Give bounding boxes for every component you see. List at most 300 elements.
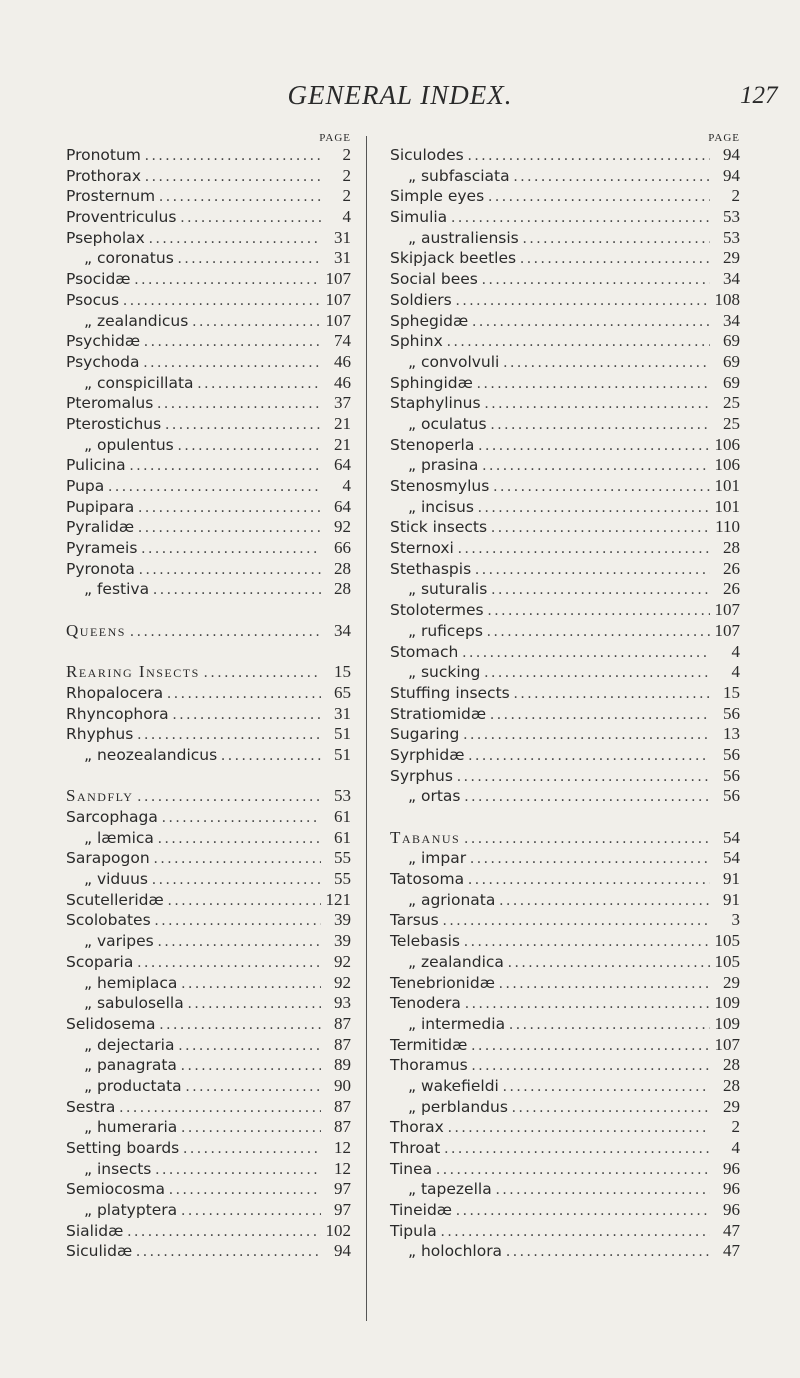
index-page-ref: 91: [723, 869, 740, 889]
index-page-ref: 34: [723, 269, 740, 289]
index-page-ref: 55: [334, 848, 351, 868]
index-entry: [66, 352, 351, 373]
index-page-ref: 39: [334, 910, 351, 930]
index-entry: [66, 993, 351, 1014]
index-entry: [66, 331, 351, 352]
index-page-ref: 101: [714, 476, 740, 495]
index-entry: [390, 1014, 740, 1035]
index-entry: [66, 393, 351, 414]
dot-leader: [159, 187, 321, 208]
dot-leader: [137, 953, 321, 974]
dot-leader: [180, 208, 321, 229]
dot-leader: [136, 1242, 321, 1263]
index-page-ref: 13: [723, 724, 740, 744]
index-entry: [66, 890, 351, 911]
index-page-ref: 28: [334, 579, 351, 599]
dot-leader: [119, 1098, 321, 1119]
index-entry: [66, 414, 351, 435]
index-page-ref: 12: [334, 1138, 351, 1157]
index-term: Sphinx: [390, 332, 443, 351]
dot-leader: [173, 705, 321, 726]
index-page-ref: 31: [334, 227, 351, 247]
dot-leader: [471, 1036, 710, 1057]
index-term: Syrphidæ: [390, 745, 465, 764]
index-page-ref: 69: [723, 372, 740, 392]
index-page-ref: 2: [342, 145, 351, 164]
index-term: „ suturalis: [408, 580, 488, 599]
index-term: Sestra: [66, 1097, 116, 1116]
index-page-ref: 65: [334, 682, 351, 702]
index-entry: [390, 621, 740, 642]
index-page-ref: 28: [334, 558, 351, 578]
index-term: Stick insects: [390, 518, 488, 537]
dot-leader: [153, 580, 321, 601]
index-entry: [390, 1076, 740, 1097]
dot-leader: [465, 994, 710, 1015]
dot-leader: [443, 911, 710, 932]
index-term: „ zealandicus: [84, 311, 189, 330]
index-page-ref: 56: [723, 744, 740, 764]
index-page-ref: 25: [723, 413, 740, 433]
index-term: „ incisus: [408, 497, 474, 516]
index-term: Syrphus: [390, 766, 453, 785]
index-term: „ convolvuli: [408, 352, 500, 371]
index-entry: [390, 435, 740, 456]
dot-leader: [508, 953, 710, 974]
index-page-ref: 34: [723, 310, 740, 330]
index-entry: [390, 973, 740, 994]
index-entry: [66, 931, 351, 952]
index-page-ref: 101: [714, 496, 740, 516]
index-page-ref: 54: [723, 848, 740, 868]
index-term: „ impar: [408, 849, 467, 868]
index-entry: [390, 1035, 740, 1056]
index-entry: [66, 786, 351, 807]
index-page-ref: 12: [334, 1158, 351, 1178]
dot-leader: [514, 167, 710, 188]
index-entry: [66, 145, 351, 166]
index-entry: [390, 766, 740, 787]
index-entry: [66, 828, 351, 849]
index-page-ref: 25: [723, 393, 740, 413]
index-page-ref: 2: [342, 186, 351, 206]
index-term: Sternoxi: [390, 539, 454, 558]
index-page-ref: 37: [334, 393, 351, 413]
index-entry: [66, 1200, 351, 1221]
index-entry: [66, 269, 351, 290]
index-entry: [66, 476, 351, 497]
index-term: „ wakefieldi: [408, 1076, 499, 1095]
index-term: Scutelleridæ: [66, 890, 164, 909]
index-entry: [66, 1117, 351, 1138]
dot-leader: [135, 270, 321, 291]
index-page-ref: 87: [334, 1034, 351, 1054]
index-page-ref: 106: [714, 434, 740, 454]
index-page-ref: 61: [334, 827, 351, 847]
index-entry: [66, 373, 351, 394]
index-page-ref: 2: [731, 186, 740, 206]
index-term: Pterostichus: [66, 414, 162, 433]
index-entry: [390, 207, 740, 228]
index-entry: [66, 435, 351, 456]
dot-leader: [509, 1015, 710, 1036]
dot-leader: [488, 187, 710, 208]
dot-leader: [514, 684, 710, 705]
index-entry: [390, 414, 740, 435]
index-term: Social bees: [390, 270, 478, 289]
index-entry: [66, 207, 351, 228]
index-page-ref: 93: [334, 993, 351, 1013]
index-term: „ insects: [84, 1159, 152, 1178]
dot-leader: [506, 1242, 710, 1263]
index-term: Stethaspis: [390, 559, 472, 578]
index-page-ref: 107: [714, 1034, 740, 1054]
index-page-ref: 107: [325, 310, 351, 330]
dot-leader: [491, 518, 710, 539]
dot-leader: [145, 167, 321, 188]
index-term: „ prasina: [408, 456, 479, 475]
index-term: „ sucking: [408, 663, 481, 682]
index-entry: [390, 910, 740, 931]
dot-leader: [138, 518, 321, 539]
index-term: „ subfasciata: [408, 166, 510, 185]
dot-leader: [503, 353, 710, 374]
dot-leader: [470, 849, 710, 870]
index-term: „ neozealandicus: [84, 745, 218, 764]
index-page-ref: 106: [714, 455, 740, 475]
index-entry: [390, 828, 740, 849]
dot-leader: [165, 415, 321, 436]
index-entry: [390, 393, 740, 414]
index-entry: [66, 311, 351, 332]
index-term: Pyralidæ: [66, 518, 135, 537]
index-page-ref: 102: [325, 1220, 351, 1240]
index-term: Termitidæ: [390, 1035, 468, 1054]
index-entry: [390, 993, 740, 1014]
index-term: Prosternum: [66, 187, 156, 206]
index-page-ref: 4: [731, 641, 740, 661]
index-term: Thoramus: [390, 1056, 468, 1075]
index-term: „ humeraria: [84, 1118, 178, 1137]
index-page-ref: 54: [723, 827, 740, 847]
index-term: „ ortas: [408, 787, 461, 806]
index-term: Sphingidæ: [390, 373, 473, 392]
index-term: Prothorax: [66, 166, 142, 185]
index-term: „ conspicillata: [84, 373, 194, 392]
index-page-ref: 28: [723, 1055, 740, 1075]
running-head-title: GENERAL INDEX.: [287, 80, 513, 110]
dot-leader: [181, 1118, 321, 1139]
index-term: Pyrameis: [66, 539, 138, 558]
index-page-ref: 56: [723, 786, 740, 806]
index-term: Pulicina: [66, 456, 126, 475]
index-page-ref: 46: [334, 372, 351, 392]
index-entry: [390, 1055, 740, 1076]
index-term: Tarsus: [390, 911, 439, 930]
index-term: „ ruficeps: [408, 621, 483, 640]
index-page-ref: 3: [731, 910, 740, 930]
index-page-ref: 97: [334, 1200, 351, 1220]
index-page-ref: 87: [334, 1117, 351, 1137]
dot-leader: [464, 829, 710, 850]
dot-leader: [127, 1222, 321, 1243]
dot-leader: [491, 580, 710, 601]
dot-leader: [436, 1160, 710, 1181]
index-page-ref: 110: [715, 517, 740, 537]
dot-leader: [468, 146, 710, 167]
dot-leader: [472, 312, 710, 333]
index-entry: [390, 600, 740, 621]
dot-leader: [186, 1077, 321, 1098]
index-page-ref: 51: [334, 744, 351, 764]
index-page-ref: 53: [334, 786, 351, 806]
dot-leader: [154, 849, 321, 870]
index-page-ref: 29: [723, 972, 740, 992]
dot-leader: [160, 1015, 321, 1036]
index-term: Stuffing insects: [390, 683, 510, 702]
dot-leader: [444, 1139, 710, 1160]
index-entry: [390, 662, 740, 683]
index-column-left: [66, 132, 351, 1262]
index-entry: [66, 662, 351, 683]
dot-leader: [139, 560, 321, 581]
index-page-ref: 92: [334, 951, 351, 971]
dot-leader: [482, 456, 710, 477]
dot-leader: [144, 353, 322, 374]
index-page-ref: 107: [714, 600, 740, 620]
index-term: Rhyphus: [66, 725, 134, 744]
index-page-ref: 69: [723, 351, 740, 371]
dot-leader: [487, 622, 710, 643]
dot-leader: [141, 539, 321, 560]
index-page-ref: 108: [714, 289, 740, 309]
dot-leader: [137, 787, 321, 808]
index-term: Psychidæ: [66, 332, 141, 351]
index-term: Tipula: [390, 1221, 437, 1240]
index-page-ref: 2: [342, 165, 351, 185]
index-term: Stolotermes: [390, 601, 484, 620]
index-entry: [390, 1159, 740, 1180]
index-page-ref: 53: [723, 207, 740, 227]
index-term: Sphegidæ: [390, 311, 469, 330]
index-page-ref: 56: [723, 703, 740, 723]
index-term: Stenosmylus: [390, 477, 490, 495]
index-entry: [66, 1035, 351, 1056]
dot-leader: [468, 870, 710, 891]
index-term: Thorax: [390, 1118, 444, 1137]
index-term: Throat: [390, 1139, 441, 1157]
index-page-ref: 51: [334, 724, 351, 744]
index-entry: [66, 910, 351, 931]
index-page-ref: 26: [723, 579, 740, 599]
dot-leader: [499, 974, 710, 995]
index-page-ref: 46: [334, 351, 351, 371]
index-page-ref: 29: [723, 1096, 740, 1116]
index-page-ref: 109: [714, 993, 740, 1013]
dot-leader: [155, 911, 321, 932]
dot-leader: [520, 249, 710, 270]
index-entry: [66, 166, 351, 187]
index-page-ref: 15: [723, 682, 740, 702]
dot-leader: [472, 1056, 710, 1077]
index-term: Pyronota: [66, 559, 135, 578]
index-page-ref: 2: [731, 1117, 740, 1137]
index-term: Telebasis: [390, 932, 461, 951]
dot-leader: [145, 146, 321, 167]
dot-leader: [456, 1201, 710, 1222]
index-term: Psocidæ: [66, 270, 131, 289]
dot-leader: [512, 1098, 710, 1119]
index-term: „ productata: [84, 1076, 182, 1095]
dot-leader: [130, 622, 321, 643]
index-entry: [66, 621, 351, 642]
index-term: Queens: [66, 620, 126, 640]
index-term: „ holochlora: [408, 1242, 503, 1261]
index-entry: [390, 538, 740, 559]
index-entry: [66, 973, 351, 994]
dot-leader: [130, 456, 321, 477]
index-page-ref: 21: [334, 413, 351, 433]
index-term: Simulia: [390, 208, 448, 227]
index-term: „ dejectaria: [84, 1035, 175, 1054]
dot-leader: [149, 229, 321, 250]
dot-leader: [168, 891, 321, 912]
index-entry: [66, 704, 351, 725]
dot-leader: [456, 291, 710, 312]
dot-leader: [158, 829, 321, 850]
index-entry: [66, 290, 351, 311]
index-page-ref: 89: [334, 1055, 351, 1075]
dot-leader: [463, 725, 710, 746]
index-term: Pteromalus: [66, 394, 154, 413]
dot-leader: [475, 560, 710, 581]
dot-leader: [464, 787, 710, 808]
index-term: Sandfly: [66, 786, 134, 806]
dot-leader: [482, 270, 710, 291]
dot-leader: [493, 477, 710, 498]
index-entry: [66, 1221, 351, 1242]
dot-leader: [451, 208, 710, 229]
index-page-ref: 107: [325, 269, 351, 289]
dot-leader: [167, 684, 321, 705]
dot-leader: [462, 643, 710, 664]
page-column-heading: PAGE: [708, 132, 740, 144]
dot-leader: [490, 705, 710, 726]
index-entry: [390, 559, 740, 580]
index-page-ref: 26: [723, 558, 740, 578]
index-page-ref: 28: [723, 538, 740, 558]
index-term: „ agrionata: [408, 890, 496, 909]
index-entry: [390, 745, 740, 766]
index-entry: [66, 1014, 351, 1035]
index-page-ref: 107: [714, 620, 740, 640]
dot-leader: [484, 663, 710, 684]
dot-leader: [448, 1118, 710, 1139]
index-page-ref: 107: [325, 289, 351, 309]
dot-leader: [144, 332, 321, 353]
index-entry: [390, 1138, 740, 1159]
dot-leader: [152, 870, 321, 891]
index-term: Tineidæ: [390, 1201, 453, 1220]
index-entry: [66, 248, 351, 269]
dot-leader: [138, 498, 321, 519]
index-page-ref: 61: [334, 807, 351, 826]
index-page-ref: 15: [334, 662, 351, 682]
index-entry: [390, 352, 740, 373]
index-term: Siculodes: [390, 146, 464, 164]
index-entry: [390, 704, 740, 725]
index-entry: [390, 455, 740, 476]
dot-leader: [499, 891, 710, 912]
index-term: „ intermedia: [408, 1014, 506, 1033]
index-term: Psepholax: [66, 228, 145, 247]
index-page-ref: 39: [334, 931, 351, 951]
dot-leader: [192, 312, 321, 333]
index-term: Pronotum: [66, 146, 141, 164]
index-entry: [390, 145, 740, 166]
index-entry: [390, 1117, 740, 1138]
index-page-ref: 94: [723, 145, 740, 164]
index-page-ref: 47: [723, 1220, 740, 1240]
index-term: „ australiensis: [408, 228, 519, 247]
index-term: Proventriculus: [66, 208, 177, 227]
index-list-left: [66, 145, 351, 1262]
index-term: Siculidæ: [66, 1242, 133, 1261]
dot-leader: [441, 1222, 710, 1243]
index-entry: [390, 311, 740, 332]
dot-leader: [169, 1180, 321, 1201]
index-page-ref: 69: [723, 331, 740, 351]
dot-leader: [178, 1036, 321, 1057]
index-page-ref: 4: [731, 662, 740, 682]
index-entry: [66, 807, 351, 828]
index-page-ref: 87: [334, 1013, 351, 1033]
index-term: „ zealandica: [408, 952, 504, 971]
index-entry: [66, 745, 351, 766]
index-entry: [66, 559, 351, 580]
index-entry: [66, 1076, 351, 1097]
index-entry: [390, 890, 740, 911]
index-term: „ viduus: [84, 870, 148, 889]
index-entry: [390, 579, 740, 600]
index-entry: [390, 1097, 740, 1118]
index-term: „ festiva: [84, 580, 150, 599]
index-entry: [390, 497, 740, 518]
dot-leader: [468, 746, 710, 767]
index-entry: [66, 952, 351, 973]
dot-leader: [178, 249, 321, 270]
index-page-ref: 96: [723, 1158, 740, 1178]
dot-leader: [457, 767, 710, 788]
dot-leader: [221, 746, 321, 767]
dot-leader: [178, 436, 321, 457]
column-divider: [366, 136, 367, 1321]
index-entry: [390, 248, 740, 269]
dot-leader: [181, 974, 321, 995]
index-page-ref: 105: [714, 951, 740, 971]
index-page-ref: 109: [714, 1013, 740, 1033]
index-term: Tenebrionidæ: [390, 973, 495, 992]
index-term: Skipjack beetles: [390, 249, 517, 268]
index-page-ref: 4: [342, 476, 351, 495]
index-term: Tabanus: [390, 827, 461, 847]
dot-leader: [478, 498, 710, 519]
dot-leader: [491, 415, 710, 436]
index-entry: [66, 538, 351, 559]
index-term: Psocus: [66, 290, 120, 309]
index-page-ref: 92: [334, 517, 351, 537]
index-page-ref: 4: [342, 207, 351, 227]
